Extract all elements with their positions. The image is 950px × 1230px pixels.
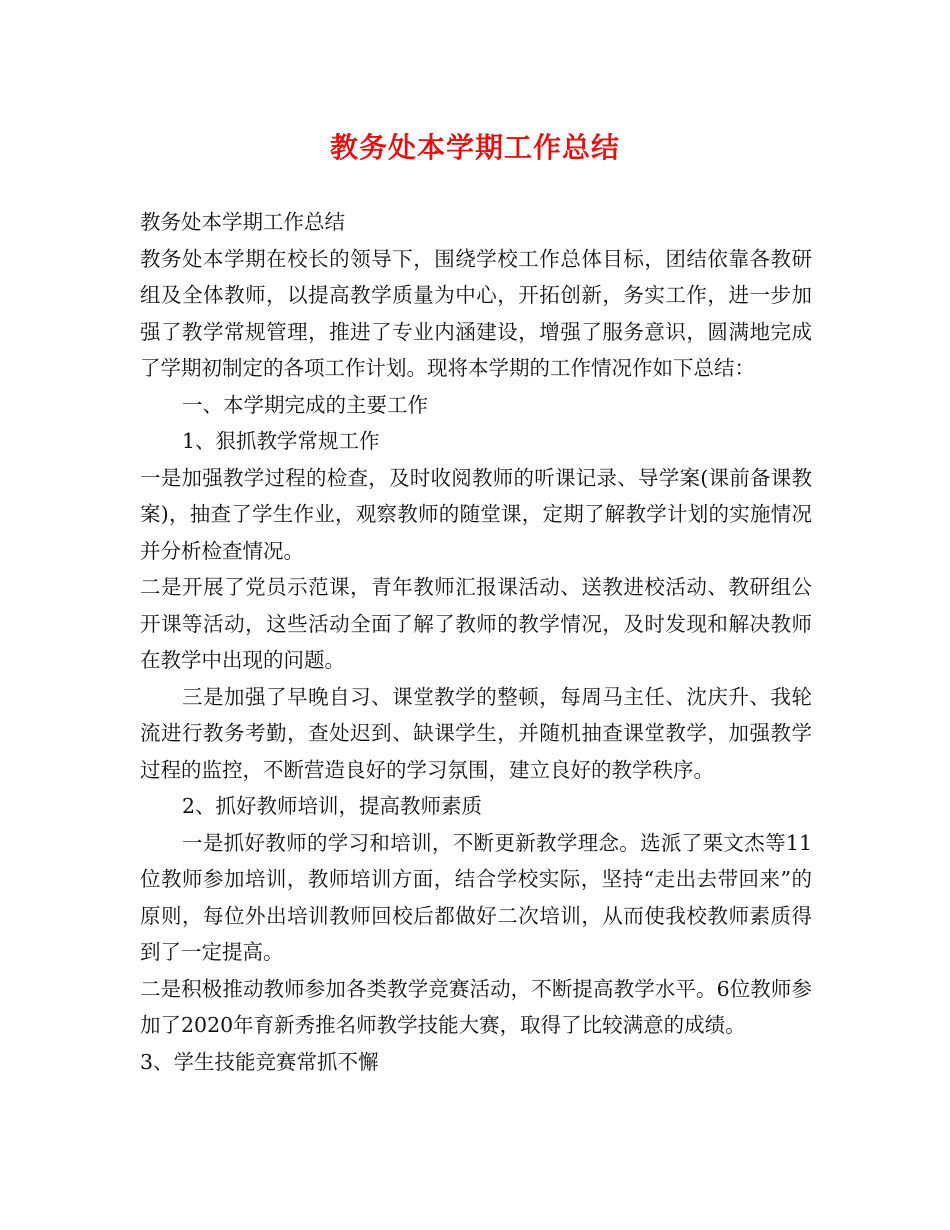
paragraph: 一是加强教学过程的检查，及时收阅教师的听课记录、导学案(课前备课教案)，抽查了学生作业，观察教师的随堂课，定期了解教学计划的实施情况并分析检查情况。	[140, 465, 812, 563]
paragraph: 3、学生技能竞赛常抓不懈	[140, 1049, 379, 1074]
document-body	[140, 204, 812, 1080]
paragraph: 二是积极推动教师参加各类教学竞赛活动，不断提高教学水平。6位教师参加了2020年育新秀推名师教学技能大赛，取得了比较满意的成绩。	[140, 976, 812, 1037]
paragraph: 教务处本学期在校长的领导下，围绕学校工作总体目标，团结依靠各教研组及全体教师，以提高教学质量为中心，开拓创新，务实工作，进一步加强了教学常规管理，推进了专业内涵建设，增强了服务意识，圆满地完成了学期初制定的各项工作计划。现将本学期的工作情况作如下总结：	[140, 246, 812, 380]
paragraph: 一、本学期完成的主要工作	[182, 392, 428, 417]
paragraph: 1、狠抓教学常规工作	[182, 429, 380, 453]
paragraph: 一是抓好教师的学习和培训，不断更新教学理念。选派了栗文杰等11位教师参加培训，教师培训方面，结合学校实际，坚持“走出去带回来”的原则，每位外出培训教师回校后都做好二次培训，从而使我校教师素质得到了一定提高。	[140, 830, 812, 964]
document-title: 教务处本学期工作总结	[329, 131, 620, 164]
paragraph: 三是加强了早晚自习、课堂教学的整顿，每周马主任、沈庆升、我轮流进行教务考勤，查处迟到、缺课学生，并随机抽查课堂教学，加强教学过程的监控，不断营造良好的学习氛围，建立良好的教学秩序。	[140, 684, 812, 782]
paragraph: 2、抓好教师培训，提高教师素质	[182, 794, 483, 818]
paragraph: 二是开展了党员示范课，青年教师汇报课活动、送教进校活动、教研组公开课等活动，这些活动全面了解了教师的教学情况，及时发现和解决教师在教学中出现的问题。	[140, 575, 812, 672]
paragraph: 教务处本学期工作总结	[140, 210, 345, 234]
